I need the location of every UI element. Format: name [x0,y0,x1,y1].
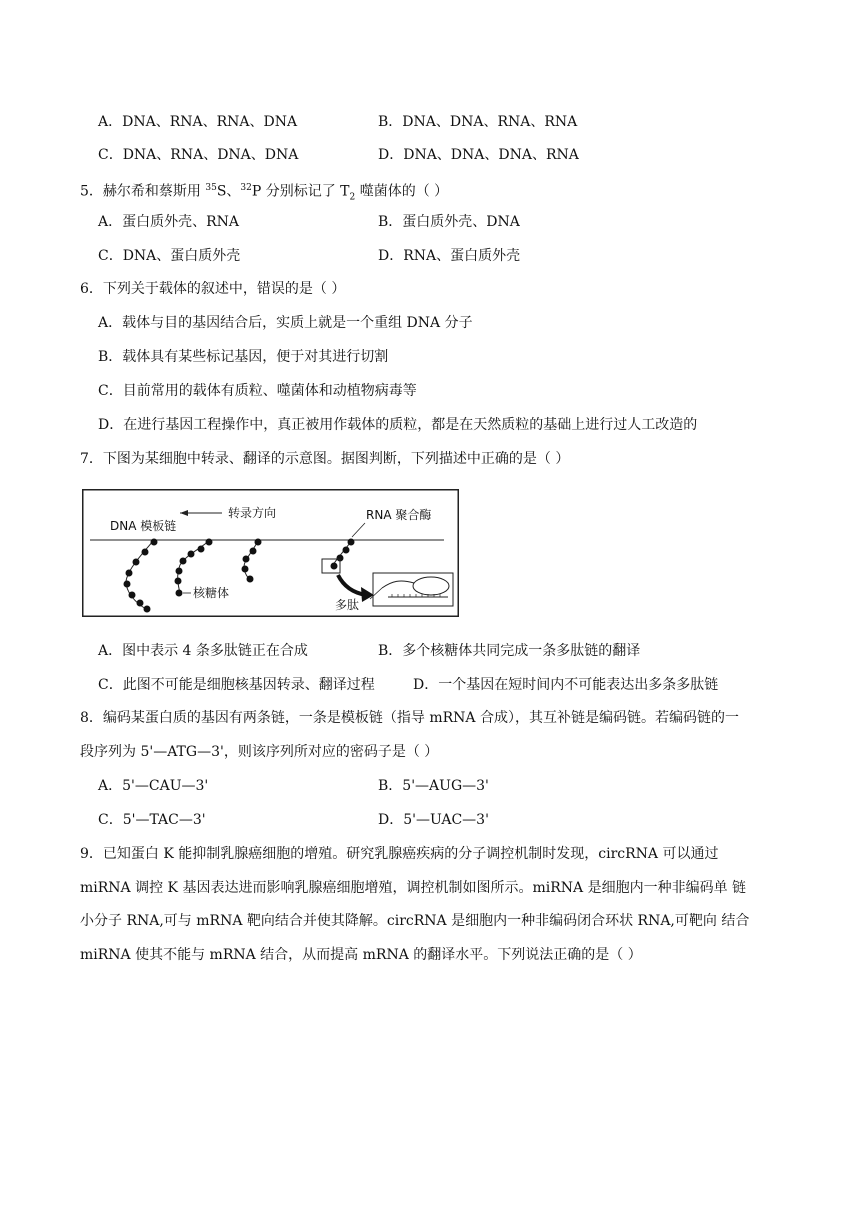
q7-option-d: D．一个基因在短时间内不可能表达出多条多肽链 [413,677,719,693]
q5-option-c: C．DNA、蛋白质外壳 [98,248,241,264]
q8-option-c: C．5'—TAC—3' [98,812,206,828]
q5-stem: 5．赫尔希和蔡斯用 $^{35}$S、$^{32}$P 分别标记了 $T_2$ 噬菌体的（ ） [80,183,449,203]
transcription-translation-figure [82,489,459,617]
q9-stem-line2: miRNA 调控 K 基因表达进而影响乳腺癌细胞增殖，调控机制如图所示。miRNA 是细胞内一种非编码单 链 [80,880,747,896]
ribosome-label: 核糖体 [193,586,230,600]
q8-option-a: A．5'—CAU—3' [98,778,209,794]
q5-option-b: B．蛋白质外壳、DNA [378,214,520,230]
q4-option-d: D．DNA、DNA、DNA、RNA [378,147,579,163]
q9-stem-line1: 9．已知蛋白 K 能抑制乳腺癌细胞的增殖。研究乳腺癌疾病的分子调控机制时发现，circRNA 可以通过 [80,846,719,862]
q7-option-a: A．图中表示 4 条多肽链正在合成 [98,643,308,659]
q7-option-b: B．多个核糖体共同完成一条多肽链的翻译 [378,643,641,659]
q7-option-c: C．此图不可能是细胞核基因转录、翻译过程 [98,677,375,693]
q6-option-d: D．在进行基因工程操作中，真正被用作载体的质粒，都是在天然质粒的基础上进行过人工改造的 [98,417,698,433]
q8-option-b: B．5'—AUG—3' [378,778,489,794]
q9-stem-line4: miRNA 使其不能与 mRNA 结合，从而提高 mRNA 的翻译水平。下列说法正确的是（ ） [80,947,642,963]
q4-option-c: C．DNA、RNA、DNA、DNA [98,147,299,163]
q5-option-d: D．RNA、蛋白质外壳 [378,248,521,264]
dna-template-label: DNA 模板链 [110,519,177,533]
q9-stem-line3: 小分子 RNA,可与 mRNA 靶向结合并使其降解。circRNA 是细胞内一种非编码闭合环状 RNA,可靶向 结合 [80,913,750,929]
polypeptide-label: 多肽 [335,598,360,612]
direction-label: 转录方向 [228,506,277,520]
q5-option-a: A．蛋白质外壳、RNA [98,214,240,230]
q8-stem-line2: 段序列为 5'—ATG—3'，则该序列所对应的密码子是（ ） [80,744,439,760]
q6-option-a: A．载体与目的基因结合后，实质上就是一个重组 DNA 分子 [98,315,473,331]
q4-option-b: B．DNA、DNA、RNA、RNA [378,114,578,130]
rna-polymerase-label: RNA 聚合酶 [366,508,432,522]
q8-stem-line1: 8．编码某蛋白质的基因有两条链，一条是模板链（指导 mRNA 合成），其互补链是编码链。若编码链的一 [80,710,739,726]
q7-stem: 7．下图为某细胞中转录、翻译的示意图。据图判断，下列描述中正确的是（ ） [80,451,570,467]
q4-option-a: A．DNA、RNA、RNA、DNA [98,114,298,130]
q6-option-b: B．载体具有某些标记基因，便于对其进行切割 [98,349,389,365]
q8-option-d: D．5'—UAC—3' [378,812,489,828]
q6-stem: 6．下列关于载体的叙述中，错误的是（ ） [80,281,346,297]
q6-option-c: C．目前常用的载体有质粒、噬菌体和动植物病毒等 [98,383,417,399]
